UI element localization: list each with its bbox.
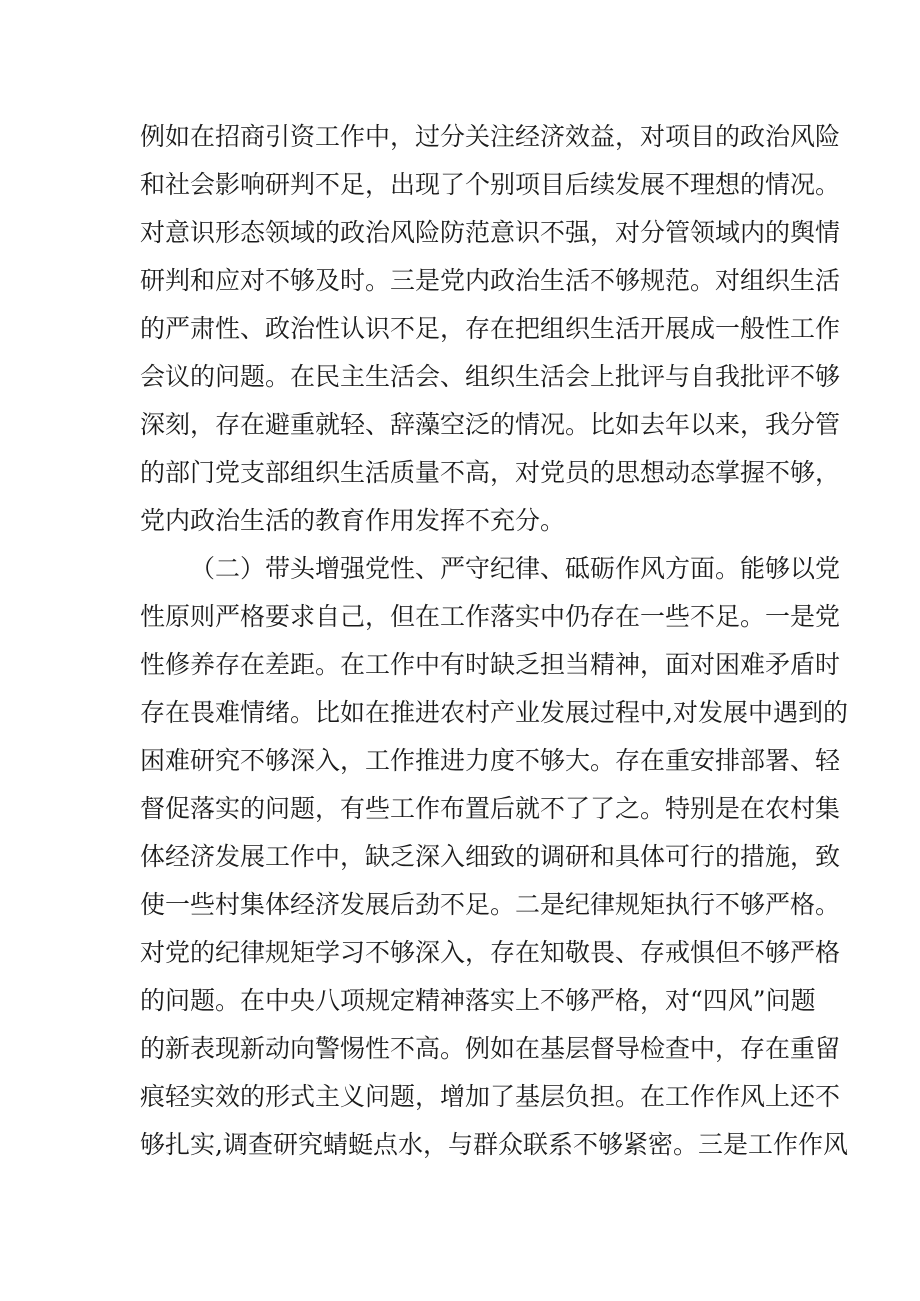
text-line: 使一些村集体经济发展后劲不足。二是纪律规矩执行不够严格。 xyxy=(140,890,841,919)
text-line: 的新表现新动向警惕性不高。例如在基层督导检查中，存在重留 xyxy=(140,1034,841,1063)
text-line: 和社会影响研判不足，出现了个别项目后续发展不理想的情况。 xyxy=(140,170,841,199)
body-text xyxy=(140,113,848,1169)
text-line: 性原则严格要求自己，但在工作落实中仍存在一些不足。一是党 xyxy=(140,602,841,631)
text-line: 对意识形态领域的政治风险防范意识不强，对分管领域内的舆情 xyxy=(140,218,841,247)
text-line: 的严肃性、政治性认识不足，存在把组织生活开展成一般性工作 xyxy=(140,314,841,343)
text-line: 的部门党支部组织生活质量不高，对党员的思想动态掌握不够， xyxy=(140,458,841,487)
text-line: 够扎实,调查研究蜻蜓点水，与群众联系不够紧密。三是工作作风 xyxy=(140,1130,848,1159)
text-line: 存在畏难情绪。比如在推进农村产业发展过程中,对发展中遇到的 xyxy=(140,698,848,727)
text-line: 督促落实的问题，有些工作布置后就不了了之。特别是在农村集 xyxy=(140,794,841,823)
text-line: 党内政治生活的教育作用发挥不充分。 xyxy=(140,506,566,535)
text-line: 对党的纪律规矩学习不够深入，存在知敬畏、存戒惧但不够严格 xyxy=(140,938,841,967)
text-line: 体经济发展工作中，缺乏深入细致的调研和具体可行的措施，致 xyxy=(140,842,841,871)
text-line: 的问题。在中央八项规定精神落实上不够严格，对“四风”问题 xyxy=(140,986,816,1015)
text-line: 性修养存在差距。在工作中有时缺乏担当精神，面对困难矛盾时 xyxy=(140,650,841,679)
text-line: 会议的问题。在民主生活会、组织生活会上批评与自我批评不够 xyxy=(140,362,841,391)
text-line: 痕轻实效的形式主义问题，增加了基层负担。在工作作风上还不 xyxy=(140,1082,841,1111)
text-line: 例如在招商引资工作中，过分关注经济效益，对项目的政治风险 xyxy=(140,122,841,151)
text-line: 研判和应对不够及时。三是党内政治生活不够规范。对组织生活 xyxy=(140,266,841,295)
text-line: 深刻，存在避重就轻、辞藻空泛的情况。比如去年以来，我分管 xyxy=(140,410,841,439)
text-line: 困难研究不够深入，工作推进力度不够大。存在重安排部署、轻 xyxy=(140,746,841,775)
section-heading-line: （二）带头增强党性、严守纪律、砥砺作风方面。能够以党 xyxy=(190,554,841,583)
